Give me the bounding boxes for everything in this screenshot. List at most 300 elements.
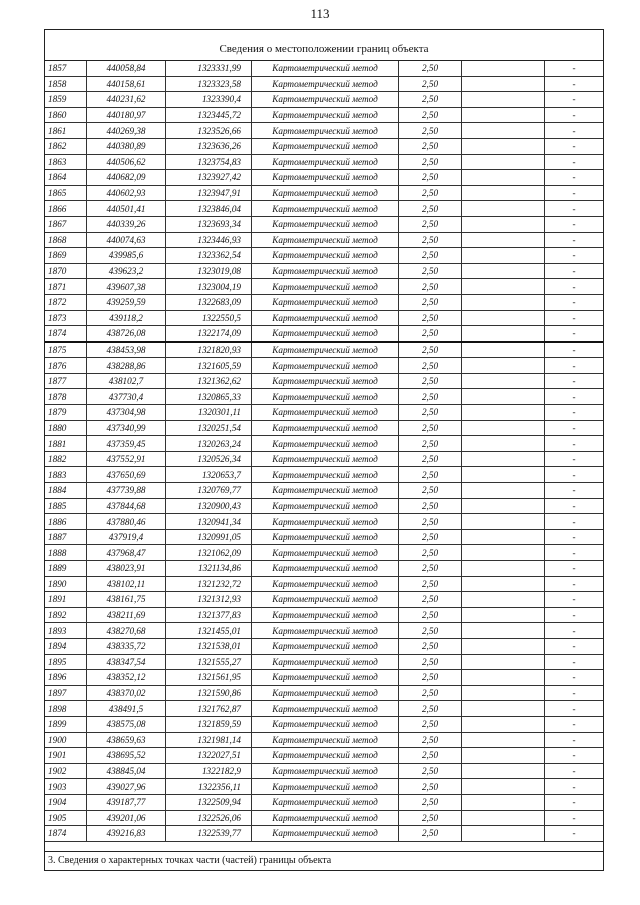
dash-cell: - xyxy=(545,405,604,421)
dash-cell: - xyxy=(545,107,604,123)
error-cell: 2,50 xyxy=(399,483,462,499)
table-row xyxy=(45,545,603,561)
point-number-cell: 1892 xyxy=(45,607,87,623)
dash-cell: - xyxy=(545,826,604,842)
table-row xyxy=(45,389,603,405)
point-number-cell: 1864 xyxy=(45,170,87,186)
y-coordinate-cell: 1321312,93 xyxy=(166,592,252,608)
x-coordinate-cell: 438845,04 xyxy=(87,763,166,779)
dash-cell: - xyxy=(545,248,604,264)
error-cell: 2,50 xyxy=(399,623,462,639)
method-cell: Картометрический метод xyxy=(252,685,399,701)
description-cell xyxy=(462,810,545,826)
y-coordinate-cell: 1323636,26 xyxy=(166,138,252,154)
description-cell xyxy=(462,483,545,499)
table-row xyxy=(45,420,603,436)
point-number-cell: 1865 xyxy=(45,185,87,201)
point-number-cell: 1888 xyxy=(45,545,87,561)
method-cell: Картометрический метод xyxy=(252,138,399,154)
error-cell: 2,50 xyxy=(399,732,462,748)
table-row xyxy=(45,670,603,686)
point-number-cell: 1885 xyxy=(45,498,87,514)
error-cell: 2,50 xyxy=(399,654,462,670)
x-coordinate-cell: 437880,46 xyxy=(87,514,166,530)
method-cell: Картометрический метод xyxy=(252,248,399,264)
description-cell xyxy=(462,732,545,748)
table-row xyxy=(45,514,603,530)
x-coordinate-cell: 440380,89 xyxy=(87,138,166,154)
dash-cell: - xyxy=(545,638,604,654)
error-cell: 2,50 xyxy=(399,248,462,264)
error-cell: 2,50 xyxy=(399,61,462,76)
error-cell: 2,50 xyxy=(399,373,462,389)
method-cell: Картометрический метод xyxy=(252,576,399,592)
x-coordinate-cell: 438726,08 xyxy=(87,326,166,342)
description-cell xyxy=(462,92,545,108)
table-row xyxy=(45,779,603,795)
dash-cell: - xyxy=(545,420,604,436)
coordinates-table-body xyxy=(45,61,603,841)
x-coordinate-cell: 437340,99 xyxy=(87,420,166,436)
table-row xyxy=(45,107,603,123)
error-cell: 2,50 xyxy=(399,138,462,154)
dash-cell: - xyxy=(545,467,604,483)
error-cell: 2,50 xyxy=(399,436,462,452)
error-cell: 2,50 xyxy=(399,405,462,421)
table-row xyxy=(45,170,603,186)
error-cell: 2,50 xyxy=(399,685,462,701)
point-number-cell: 1883 xyxy=(45,467,87,483)
point-number-cell: 1880 xyxy=(45,420,87,436)
point-number-cell: 1902 xyxy=(45,763,87,779)
error-cell: 2,50 xyxy=(399,170,462,186)
table-row xyxy=(45,123,603,139)
method-cell: Картометрический метод xyxy=(252,436,399,452)
x-coordinate-cell: 438270,68 xyxy=(87,623,166,639)
point-number-cell: 1898 xyxy=(45,701,87,717)
x-coordinate-cell: 440058,84 xyxy=(87,61,166,76)
description-cell xyxy=(462,670,545,686)
table-row xyxy=(45,483,603,499)
x-coordinate-cell: 438023,91 xyxy=(87,561,166,577)
table-row xyxy=(45,138,603,154)
y-coordinate-cell: 1320263,24 xyxy=(166,436,252,452)
description-cell xyxy=(462,310,545,326)
table-row xyxy=(45,794,603,810)
table-row xyxy=(45,576,603,592)
dash-cell: - xyxy=(545,61,604,76)
point-number-cell: 1895 xyxy=(45,654,87,670)
point-number-cell: 1894 xyxy=(45,638,87,654)
dash-cell: - xyxy=(545,232,604,248)
description-cell xyxy=(462,61,545,76)
y-coordinate-cell: 1323019,08 xyxy=(166,263,252,279)
description-cell xyxy=(462,561,545,577)
method-cell: Картометрический метод xyxy=(252,763,399,779)
description-cell xyxy=(462,545,545,561)
dash-cell: - xyxy=(545,529,604,545)
dash-cell: - xyxy=(545,794,604,810)
description-cell xyxy=(462,592,545,608)
method-cell: Картометрический метод xyxy=(252,467,399,483)
description-cell xyxy=(462,405,545,421)
point-number-cell: 1875 xyxy=(45,342,87,358)
description-cell xyxy=(462,76,545,92)
method-cell: Картометрический метод xyxy=(252,451,399,467)
table-row xyxy=(45,748,603,764)
method-cell: Картометрический метод xyxy=(252,294,399,310)
dash-cell: - xyxy=(545,279,604,295)
table-row xyxy=(45,810,603,826)
method-cell: Картометрический метод xyxy=(252,342,399,358)
error-cell: 2,50 xyxy=(399,810,462,826)
description-cell xyxy=(462,201,545,217)
x-coordinate-cell: 438695,52 xyxy=(87,748,166,764)
y-coordinate-cell: 1320301,11 xyxy=(166,405,252,421)
error-cell: 2,50 xyxy=(399,763,462,779)
point-number-cell: 1890 xyxy=(45,576,87,592)
dash-cell: - xyxy=(545,607,604,623)
description-cell xyxy=(462,529,545,545)
method-cell: Картометрический метод xyxy=(252,748,399,764)
point-number-cell: 1900 xyxy=(45,732,87,748)
y-coordinate-cell: 1321762,87 xyxy=(166,701,252,717)
x-coordinate-cell: 438370,02 xyxy=(87,685,166,701)
error-cell: 2,50 xyxy=(399,76,462,92)
description-cell xyxy=(462,716,545,732)
method-cell: Картометрический метод xyxy=(252,638,399,654)
y-coordinate-cell: 1322539,77 xyxy=(166,826,252,842)
x-coordinate-cell: 440074,63 xyxy=(87,232,166,248)
table-row xyxy=(45,185,603,201)
y-coordinate-cell: 1323927,42 xyxy=(166,170,252,186)
dash-cell: - xyxy=(545,654,604,670)
point-number-cell: 1862 xyxy=(45,138,87,154)
error-cell: 2,50 xyxy=(399,670,462,686)
description-cell xyxy=(462,154,545,170)
table-row xyxy=(45,529,603,545)
y-coordinate-cell: 1321134,86 xyxy=(166,561,252,577)
y-coordinate-cell: 1320865,33 xyxy=(166,389,252,405)
dash-cell: - xyxy=(545,451,604,467)
error-cell: 2,50 xyxy=(399,263,462,279)
dash-cell: - xyxy=(545,263,604,279)
dash-cell: - xyxy=(545,716,604,732)
method-cell: Картометрический метод xyxy=(252,561,399,577)
description-cell xyxy=(462,216,545,232)
y-coordinate-cell: 1321062,09 xyxy=(166,545,252,561)
x-coordinate-cell: 437844,68 xyxy=(87,498,166,514)
table-row xyxy=(45,467,603,483)
description-cell xyxy=(462,358,545,374)
method-cell: Картометрический метод xyxy=(252,732,399,748)
dash-cell: - xyxy=(545,685,604,701)
description-cell xyxy=(462,263,545,279)
y-coordinate-cell: 1321561,95 xyxy=(166,670,252,686)
y-coordinate-cell: 1322683,09 xyxy=(166,294,252,310)
y-coordinate-cell: 1323693,34 xyxy=(166,216,252,232)
table-row xyxy=(45,310,603,326)
method-cell: Картометрический метод xyxy=(252,373,399,389)
y-coordinate-cell: 1321538,01 xyxy=(166,638,252,654)
method-cell: Картометрический метод xyxy=(252,670,399,686)
method-cell: Картометрический метод xyxy=(252,279,399,295)
error-cell: 2,50 xyxy=(399,716,462,732)
method-cell: Картометрический метод xyxy=(252,185,399,201)
footer-section-heading: 3. Сведения о характерных точках части (частей) границы объекта xyxy=(45,851,603,870)
point-number-cell: 1877 xyxy=(45,373,87,389)
error-cell: 2,50 xyxy=(399,310,462,326)
error-cell: 2,50 xyxy=(399,201,462,217)
table-row xyxy=(45,716,603,732)
page-number: 113 xyxy=(310,6,330,21)
method-cell: Картометрический метод xyxy=(252,498,399,514)
x-coordinate-cell: 440339,26 xyxy=(87,216,166,232)
error-cell: 2,50 xyxy=(399,514,462,530)
x-coordinate-cell: 438491,5 xyxy=(87,701,166,717)
point-number-cell: 1882 xyxy=(45,451,87,467)
description-cell xyxy=(462,420,545,436)
table-row xyxy=(45,201,603,217)
dash-cell: - xyxy=(545,483,604,499)
description-cell xyxy=(462,107,545,123)
error-cell: 2,50 xyxy=(399,451,462,467)
description-cell xyxy=(462,779,545,795)
y-coordinate-cell: 1323446,93 xyxy=(166,232,252,248)
method-cell: Картометрический метод xyxy=(252,76,399,92)
dash-cell: - xyxy=(545,216,604,232)
error-cell: 2,50 xyxy=(399,154,462,170)
dash-cell: - xyxy=(545,342,604,358)
error-cell: 2,50 xyxy=(399,592,462,608)
point-number-cell: 1897 xyxy=(45,685,87,701)
description-cell xyxy=(462,326,545,342)
x-coordinate-cell: 440682,09 xyxy=(87,170,166,186)
point-number-cell: 1874 xyxy=(45,326,87,342)
method-cell: Картометрический метод xyxy=(252,232,399,248)
dash-cell: - xyxy=(545,310,604,326)
x-coordinate-cell: 438575,08 xyxy=(87,716,166,732)
error-cell: 2,50 xyxy=(399,467,462,483)
method-cell: Картометрический метод xyxy=(252,154,399,170)
coordinates-sheet xyxy=(44,29,604,871)
table-row xyxy=(45,592,603,608)
dash-cell: - xyxy=(545,389,604,405)
x-coordinate-cell: 438102,11 xyxy=(87,576,166,592)
table-row xyxy=(45,279,603,295)
x-coordinate-cell: 439201,06 xyxy=(87,810,166,826)
y-coordinate-cell: 1323445,72 xyxy=(166,107,252,123)
point-number-cell: 1884 xyxy=(45,483,87,499)
dash-cell: - xyxy=(545,748,604,764)
error-cell: 2,50 xyxy=(399,826,462,842)
description-cell xyxy=(462,248,545,264)
coordinates-table xyxy=(45,61,603,842)
method-cell: Картометрический метод xyxy=(252,92,399,108)
table-row xyxy=(45,373,603,389)
x-coordinate-cell: 437304,98 xyxy=(87,405,166,421)
point-number-cell: 1889 xyxy=(45,561,87,577)
y-coordinate-cell: 1322356,11 xyxy=(166,779,252,795)
error-cell: 2,50 xyxy=(399,420,462,436)
x-coordinate-cell: 438288,86 xyxy=(87,358,166,374)
description-cell xyxy=(462,623,545,639)
x-coordinate-cell: 438102,7 xyxy=(87,373,166,389)
y-coordinate-cell: 1320526,34 xyxy=(166,451,252,467)
x-coordinate-cell: 440602,93 xyxy=(87,185,166,201)
method-cell: Картометрический метод xyxy=(252,216,399,232)
section-title: Сведения о местоположении границ объекта xyxy=(45,30,603,61)
y-coordinate-cell: 1321859,59 xyxy=(166,716,252,732)
x-coordinate-cell: 439259,59 xyxy=(87,294,166,310)
table-row xyxy=(45,248,603,264)
table-row xyxy=(45,763,603,779)
y-coordinate-cell: 1322182,9 xyxy=(166,763,252,779)
y-coordinate-cell: 1321981,14 xyxy=(166,732,252,748)
error-cell: 2,50 xyxy=(399,326,462,342)
x-coordinate-cell: 437968,47 xyxy=(87,545,166,561)
method-cell: Картометрический метод xyxy=(252,483,399,499)
method-cell: Картометрический метод xyxy=(252,358,399,374)
description-cell xyxy=(462,763,545,779)
method-cell: Картометрический метод xyxy=(252,810,399,826)
x-coordinate-cell: 438352,12 xyxy=(87,670,166,686)
dash-cell: - xyxy=(545,701,604,717)
x-coordinate-cell: 440158,61 xyxy=(87,76,166,92)
x-coordinate-cell: 439118,2 xyxy=(87,310,166,326)
point-number-cell: 1871 xyxy=(45,279,87,295)
y-coordinate-cell: 1321820,93 xyxy=(166,342,252,358)
error-cell: 2,50 xyxy=(399,576,462,592)
error-cell: 2,50 xyxy=(399,92,462,108)
method-cell: Картометрический метод xyxy=(252,701,399,717)
description-cell xyxy=(462,826,545,842)
dash-cell: - xyxy=(545,185,604,201)
x-coordinate-cell: 437650,69 xyxy=(87,467,166,483)
x-coordinate-cell: 438347,54 xyxy=(87,654,166,670)
point-number-cell: 1886 xyxy=(45,514,87,530)
method-cell: Картометрический метод xyxy=(252,716,399,732)
table-row xyxy=(45,498,603,514)
table-row xyxy=(45,154,603,170)
error-cell: 2,50 xyxy=(399,607,462,623)
dash-cell: - xyxy=(545,170,604,186)
dash-cell: - xyxy=(545,498,604,514)
y-coordinate-cell: 1321605,59 xyxy=(166,358,252,374)
method-cell: Картометрический метод xyxy=(252,107,399,123)
x-coordinate-cell: 437359,45 xyxy=(87,436,166,452)
point-number-cell: 1881 xyxy=(45,436,87,452)
error-cell: 2,50 xyxy=(399,701,462,717)
error-cell: 2,50 xyxy=(399,216,462,232)
x-coordinate-cell: 437919,4 xyxy=(87,529,166,545)
y-coordinate-cell: 1323323,58 xyxy=(166,76,252,92)
dash-cell: - xyxy=(545,670,604,686)
table-row xyxy=(45,263,603,279)
dash-cell: - xyxy=(545,154,604,170)
y-coordinate-cell: 1321590,86 xyxy=(166,685,252,701)
y-coordinate-cell: 1322526,06 xyxy=(166,810,252,826)
x-coordinate-cell: 438211,69 xyxy=(87,607,166,623)
point-number-cell: 1857 xyxy=(45,61,87,76)
point-number-cell: 1872 xyxy=(45,294,87,310)
y-coordinate-cell: 1320900,43 xyxy=(166,498,252,514)
table-row xyxy=(45,342,603,358)
point-number-cell: 1858 xyxy=(45,76,87,92)
y-coordinate-cell: 1323004,19 xyxy=(166,279,252,295)
x-coordinate-cell: 440180,97 xyxy=(87,107,166,123)
dash-cell: - xyxy=(545,358,604,374)
table-row xyxy=(45,826,603,842)
point-number-cell: 1868 xyxy=(45,232,87,248)
y-coordinate-cell: 1321232,72 xyxy=(166,576,252,592)
y-coordinate-cell: 1323754,83 xyxy=(166,154,252,170)
dash-cell: - xyxy=(545,592,604,608)
table-row xyxy=(45,326,603,342)
dash-cell: - xyxy=(545,623,604,639)
description-cell xyxy=(462,701,545,717)
table-row xyxy=(45,405,603,421)
error-cell: 2,50 xyxy=(399,498,462,514)
dash-cell: - xyxy=(545,810,604,826)
x-coordinate-cell: 440231,62 xyxy=(87,92,166,108)
method-cell: Картометрический метод xyxy=(252,405,399,421)
description-cell xyxy=(462,342,545,358)
table-row xyxy=(45,451,603,467)
method-cell: Картометрический метод xyxy=(252,170,399,186)
error-cell: 2,50 xyxy=(399,794,462,810)
dash-cell: - xyxy=(545,373,604,389)
y-coordinate-cell: 1320251,54 xyxy=(166,420,252,436)
table-row xyxy=(45,76,603,92)
y-coordinate-cell: 1323390,4 xyxy=(166,92,252,108)
x-coordinate-cell: 438453,98 xyxy=(87,342,166,358)
error-cell: 2,50 xyxy=(399,561,462,577)
y-coordinate-cell: 1320653,7 xyxy=(166,467,252,483)
table-row xyxy=(45,701,603,717)
description-cell xyxy=(462,389,545,405)
point-number-cell: 1873 xyxy=(45,310,87,326)
table-row xyxy=(45,436,603,452)
x-coordinate-cell: 437730,4 xyxy=(87,389,166,405)
description-cell xyxy=(462,514,545,530)
x-coordinate-cell: 439623,2 xyxy=(87,263,166,279)
dash-cell: - xyxy=(545,92,604,108)
dash-cell: - xyxy=(545,326,604,342)
point-number-cell: 1901 xyxy=(45,748,87,764)
table-row xyxy=(45,92,603,108)
x-coordinate-cell: 440269,38 xyxy=(87,123,166,139)
y-coordinate-cell: 1320941,34 xyxy=(166,514,252,530)
y-coordinate-cell: 1322509,94 xyxy=(166,794,252,810)
point-number-cell: 1903 xyxy=(45,779,87,795)
point-number-cell: 1861 xyxy=(45,123,87,139)
method-cell: Картометрический метод xyxy=(252,623,399,639)
error-cell: 2,50 xyxy=(399,545,462,561)
point-number-cell: 1876 xyxy=(45,358,87,374)
table-row xyxy=(45,732,603,748)
table-row xyxy=(45,561,603,577)
point-number-cell: 1896 xyxy=(45,670,87,686)
description-cell xyxy=(462,123,545,139)
table-row xyxy=(45,685,603,701)
table-row xyxy=(45,654,603,670)
x-coordinate-cell: 439216,83 xyxy=(87,826,166,842)
x-coordinate-cell: 438161,75 xyxy=(87,592,166,608)
description-cell xyxy=(462,467,545,483)
error-cell: 2,50 xyxy=(399,358,462,374)
point-number-cell: 1859 xyxy=(45,92,87,108)
